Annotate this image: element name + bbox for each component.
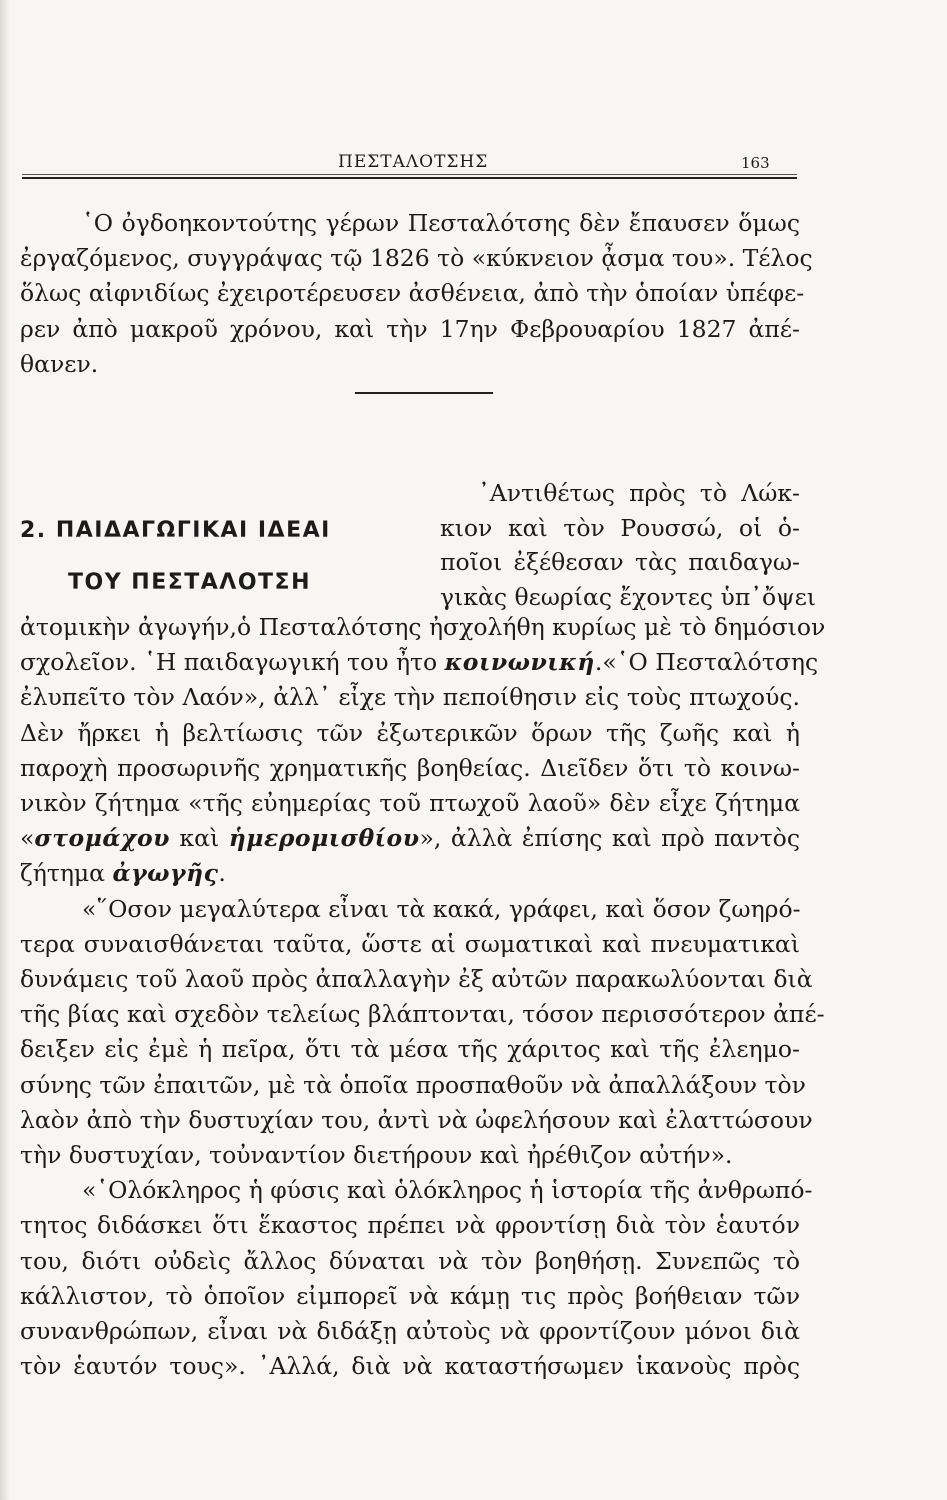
header-rule xyxy=(22,177,797,179)
text-line: γικὰς θεωρίας ἔχοντες ὑπ᾿ὄψει xyxy=(440,582,816,611)
text-line: συνανθρώπων, εἶναι νὰ διδάξῃ αὐτοὺς νὰ φροντίζουν μόνοι διὰ xyxy=(20,1317,800,1346)
text-line: παροχὴ προσωρινῆς χρηματικῆς βοηθείας. Διεῖδεν ὅτι τὸ κοινω- xyxy=(20,753,800,782)
text-line: δειξεν εἰς ἐμὲ ἡ πεῖρα, ὅτι τὰ μέσα τῆς χάριτος καὶ τῆς ἐλεημο- xyxy=(20,1035,800,1064)
header-rule-thin xyxy=(22,174,797,175)
emphasis-text: ἀγωγῆς xyxy=(112,859,219,888)
paragraph-1 xyxy=(20,206,813,382)
text-line: κάλλιστον, τὸ ὁποῖον εἰμπορεῖ νὰ κάμῃ τις πρὸς βοήθειαν τῶν xyxy=(20,1281,800,1310)
text-line xyxy=(20,856,800,891)
text-line: ἐργαζόμενος, συγγράψας τῷ 1826 τὸ «κύκνειον ᾆσμα του». Τέλος xyxy=(20,244,813,273)
text-segment: σχολεῖον. ῾Η παιδαγωγική του ἦτο xyxy=(20,648,445,677)
text-segment: καὶ xyxy=(169,824,229,853)
text-line: τῆς βίας καὶ σχεδὸν τελείως βλάπτονται, τόσον περισσότερον ἀπέ- xyxy=(20,1000,825,1029)
paragraphs-main xyxy=(20,610,826,1384)
text-line: τὸν ἑαυτόν τους». ᾿Αλλά, διὰ νὰ καταστήσωμεν ἱκανοὺς πρὸς xyxy=(20,1352,800,1381)
text-line: ποῖοι ἐξέθεσαν τὰς παιδαγω- xyxy=(440,548,800,576)
text-line: τὴν δυστυχίαν, τοὐναντίον διετήρουν καὶ ἠρέθιζον αὐτήν». xyxy=(20,1141,733,1170)
text-line: ρεν ἀπὸ μακροῦ χρόνου, καὶ τὴν 17ην Φεβρουαρίου 1827 ἀπέ- xyxy=(20,314,800,343)
text-line: τητος διδάσκει ὅτι ἕκαστος πρέπει νὰ φροντίσῃ διὰ τὸν ἑαυτόν xyxy=(20,1211,800,1240)
page-edge xyxy=(0,0,10,1500)
emphasis-text: ἡμερομισθίου xyxy=(228,824,420,853)
section-heading xyxy=(20,505,420,609)
running-title: ΠΕΣΤΑΛΟΤΣΗΣ xyxy=(338,152,489,172)
side-text xyxy=(440,476,816,614)
section-heading-line1: ΠΑΙΔΑΓΩΓΙΚΑΙ ΙΔΕΑΙ xyxy=(55,518,331,543)
text-line: «῾Ολόκληρος ἡ φύσις καὶ ὁλόκληρος ἡ ἱστορία τῆς ἀνθρωπό- xyxy=(82,1176,813,1205)
text-line: ᾿Αντιθέτως πρὸς τὸ Λώκ- xyxy=(478,479,800,507)
text-line: νικὸν ζήτημα «τῆς εὐημερίας τοῦ πτωχοῦ λαοῦ» δὲν εἶχε ζήτημα xyxy=(20,789,800,818)
page-number: 163 xyxy=(741,154,770,172)
section-divider xyxy=(355,392,493,394)
text-segment: . xyxy=(218,859,226,888)
text-line: τερα συναισθάνεται ταῦτα, ὥστε αἱ σωματικαὶ καὶ πνευματικαὶ xyxy=(20,929,800,958)
text-line: του, διότι οὐδεὶς ἄλλος δύναται νὰ τὸν βοηθήσῃ. Συνεπῶς τὸ xyxy=(20,1246,800,1275)
text-line: «῞Οσον μεγαλύτερα εἶναι τὰ κακά, γράφει, καὶ ὅσον ζωηρό- xyxy=(82,894,801,923)
text-segment: ζήτημα xyxy=(20,859,113,888)
text-line xyxy=(20,645,819,680)
text-line: λαὸν ἀπὸ τὴν δυστυχίαν του, ἀντὶ νὰ ὠφελήσουν καὶ ἐλαττώσουν xyxy=(20,1105,813,1134)
text-line: θανεν. xyxy=(20,349,99,378)
section-heading-line2: ΤΟΥ ΠΕΣΤΑΛΟΤΣΗ xyxy=(68,570,311,595)
text-line: δυνάμεις τοῦ λαοῦ πρὸς ἀπαλλαγὴν ἐξ αὐτῶν παρακωλύονται διὰ xyxy=(20,965,813,994)
text-line: ῾Ο ὀγδοηκοντούτης γέρων Πεσταλότσης δὲν ἔπαυσεν ὅμως xyxy=(82,209,800,237)
emphasis-text: στομάχου xyxy=(34,824,170,853)
emphasis-text: κοινωνική xyxy=(444,648,595,677)
text-segment: », ἀλλὰ ἐπίσης καὶ πρὸ παντὸς xyxy=(419,824,800,853)
text-line: ἐλυπεῖτο τὸν Λαόν», ἀλλ᾿ εἶχε τὴν πεποίθησιν εἰς τοὺς πτωχούς. xyxy=(20,683,800,712)
section-number: 2. xyxy=(20,518,47,543)
text-line xyxy=(20,821,800,856)
text-line: ὅλως αἰφνιδίως ἐχειροτέρευσεν ἀσθένεια, ἀπὸ τὴν ὁποίαν ὑπέφε- xyxy=(20,279,805,308)
text-segment: « xyxy=(20,824,35,853)
text-segment: .«῾Ο Πεσταλότσης xyxy=(594,648,819,677)
text-line: σύνης τῶν ἐπαιτῶν, μὲ τὰ ὁποῖα προσπαθοῦν νὰ ἀπαλλάξουν τὸν xyxy=(20,1070,806,1099)
text-line: Δὲν ἤρκει ἡ βελτίωσις τῶν ἐξωτερικῶν ὅρων τῆς ζωῆς καὶ ἡ xyxy=(20,718,800,747)
text-line: κιον καὶ τὸν Ρουσσώ, οἱ ὁ- xyxy=(440,513,800,542)
text-line: ἀτομικὴν ἀγωγήν,ὁ Πεσταλότσης ἠσχολήθη κυρίως μὲ τὸ δημόσιον xyxy=(20,613,826,641)
